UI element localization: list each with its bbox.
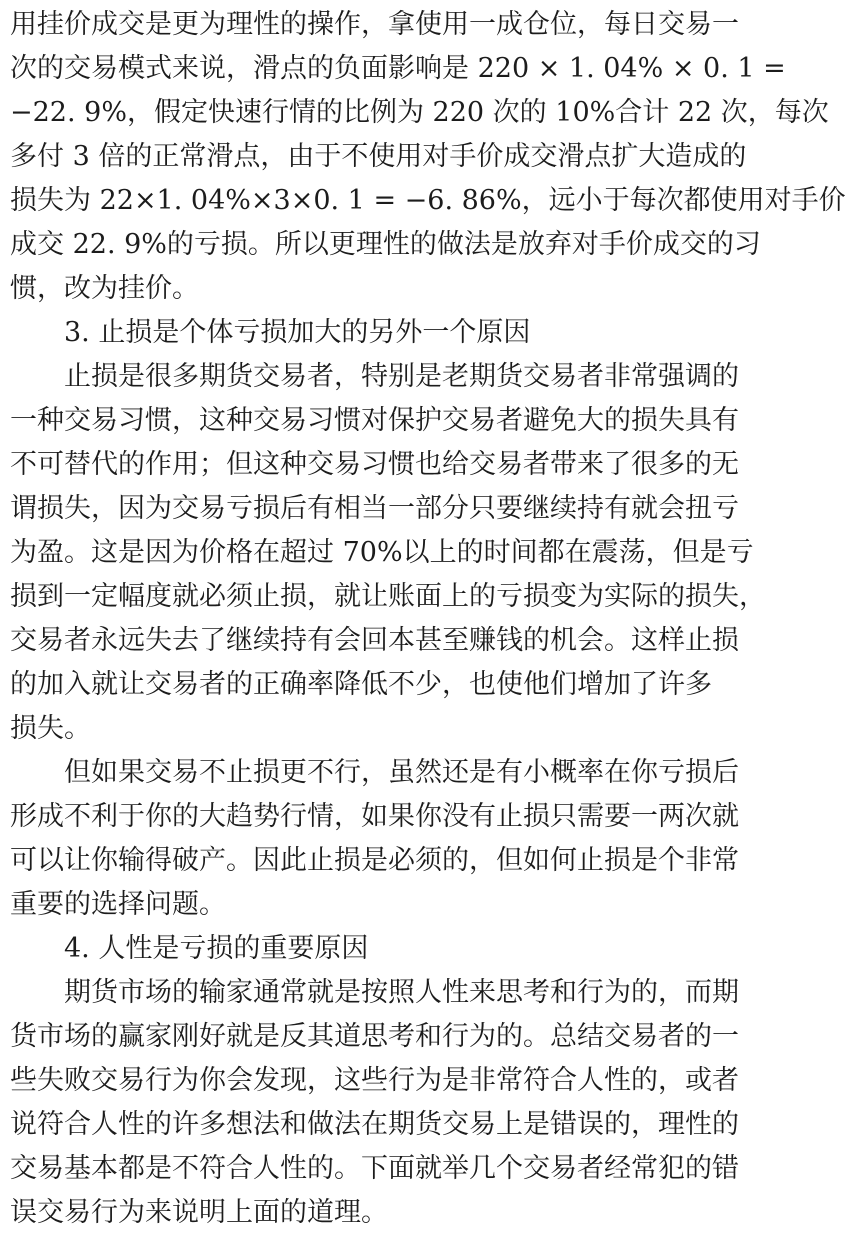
text-line: 误交易行为来说明上面的道理。 bbox=[10, 1197, 388, 1228]
text-line: 次的交易模式来说，滑点的负面影响是 220 × 1. 04% × 0. 1 = bbox=[10, 53, 786, 84]
section-heading: 3. 止损是个体亏损加大的另外一个原因 bbox=[64, 317, 531, 348]
text-line: 重要的选择问题。 bbox=[10, 889, 226, 920]
text-line: 说符合人性的许多想法和做法在期货交易上是错误的，理性的 bbox=[10, 1109, 739, 1140]
section-heading: 4. 人性是亏损的重要原因 bbox=[64, 933, 369, 964]
book-page bbox=[10, 0, 846, 1228]
text-line: 交易者永远失去了继续持有会回本甚至赚钱的机会。这样止损 bbox=[10, 625, 739, 656]
text-line: 的加入就让交易者的正确率降低不少，也使他们增加了许多 bbox=[10, 669, 712, 700]
text-line: 一种交易习惯，这种交易习惯对保护交易者避免大的损失具有 bbox=[10, 405, 739, 436]
text-line: 成交 22. 9%的亏损。所以更理性的做法是放弃对手价成交的习 bbox=[10, 229, 761, 260]
text-line: 交易基本都是不符合人性的。下面就举几个交易者经常犯的错 bbox=[10, 1153, 739, 1184]
text-line: 货市场的赢家刚好就是反其道思考和行为的。总结交易者的一 bbox=[10, 1021, 739, 1052]
text-line: 可以让你输得破产。因此止损是必须的，但如何止损是个非常 bbox=[10, 845, 739, 876]
text-line: 但如果交易不止损更不行，虽然还是有小概率在你亏损后 bbox=[64, 757, 739, 788]
text-line: −22. 9%，假定快速行情的比例为 220 次的 10%合计 22 次，每次 bbox=[10, 97, 829, 128]
text-line: 谓损失，因为交易亏损后有相当一部分只要继续持有就会扭亏 bbox=[10, 493, 739, 524]
text-line: 为盈。这是因为价格在超过 70%以上的时间都在震荡，但是亏 bbox=[10, 537, 754, 568]
text-line: 惯，改为挂价。 bbox=[10, 273, 199, 304]
text-line: 些失败交易行为你会发现，这些行为是非常符合人性的，或者 bbox=[10, 1065, 739, 1096]
text-line: 期货市场的输家通常就是按照人性来思考和行为的，而期 bbox=[64, 977, 739, 1008]
text-line: 损失。 bbox=[10, 713, 91, 744]
text-line: 损失为 22×1. 04%×3×0. 1 = −6. 86%，远小于每次都使用对手价 bbox=[10, 185, 846, 216]
text-line: 用挂价成交是更为理性的操作，拿使用一成仓位，每日交易一 bbox=[10, 9, 739, 40]
text-line: 多付 3 倍的正常滑点，由于不使用对手价成交滑点扩大造成的 bbox=[10, 141, 747, 172]
text-line: 形成不利于你的大趋势行情，如果你没有止损只需要一两次就 bbox=[10, 801, 739, 832]
text-line: 不可替代的作用；但这种交易习惯也给交易者带来了很多的无 bbox=[10, 449, 739, 480]
text-line: 止损是很多期货交易者，特别是老期货交易者非常强调的 bbox=[64, 361, 739, 392]
text-line: 损到一定幅度就必须止损，就让账面上的亏损变为实际的损失， bbox=[10, 581, 766, 612]
